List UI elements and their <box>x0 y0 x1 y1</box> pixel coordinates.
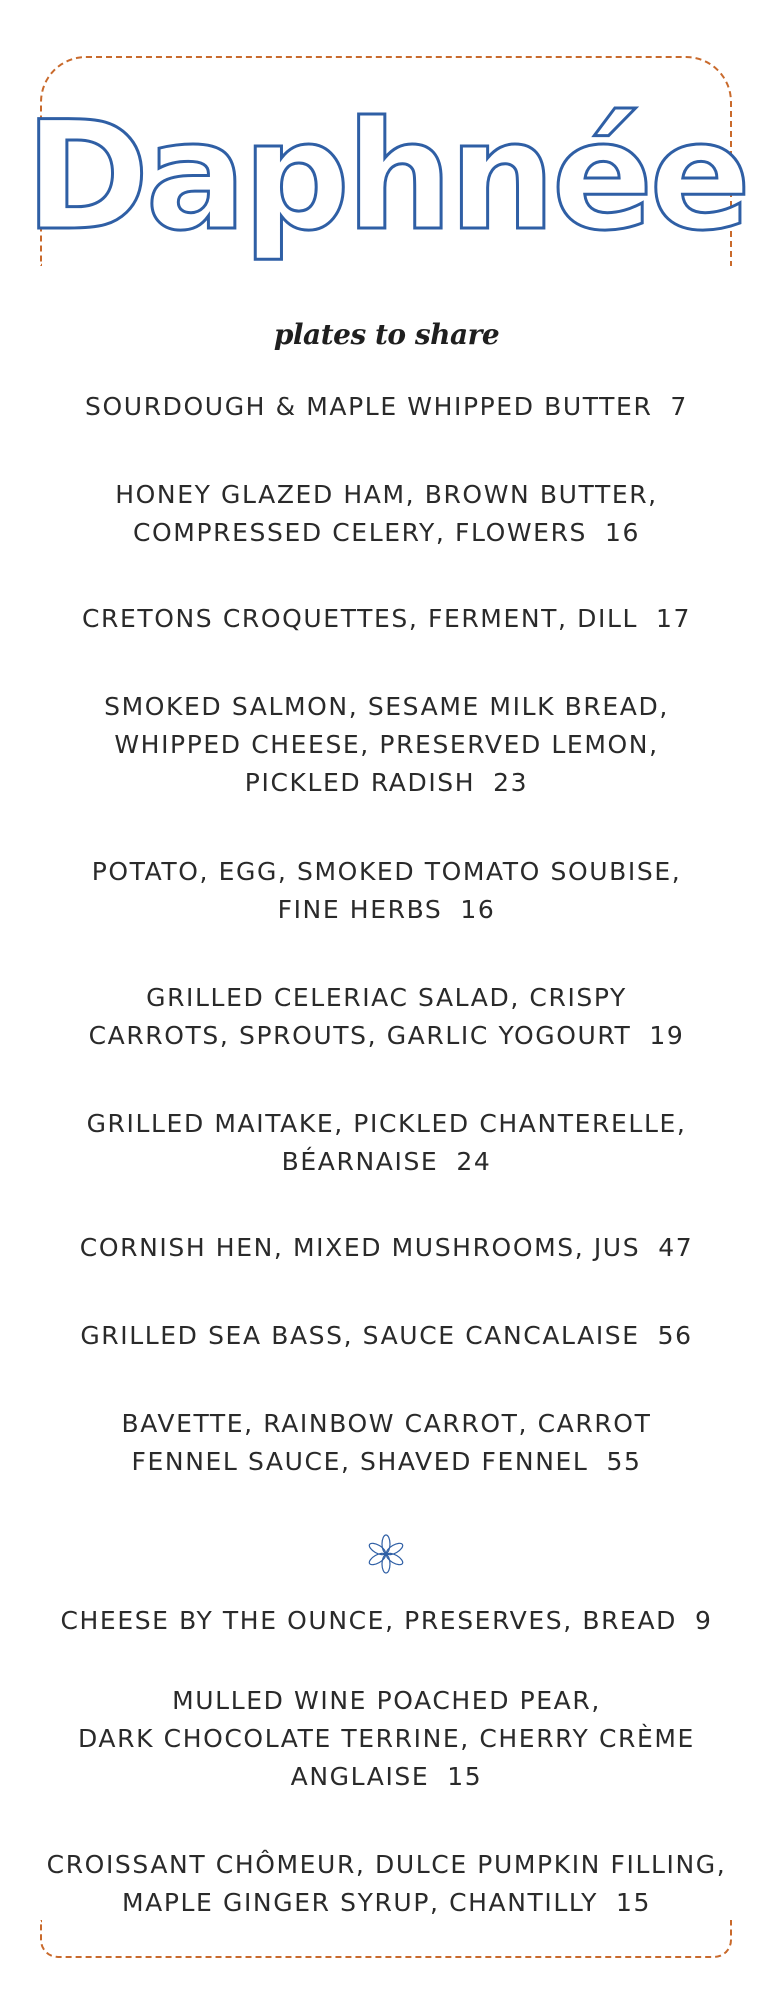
menu-item <box>0 1846 773 1922</box>
menu-item-price: 7 <box>670 392 688 421</box>
menu-item-text: GRILLED SEA BASS, SAUCE CANCALAISE <box>80 1321 640 1350</box>
menu-item <box>0 1405 773 1481</box>
menu-item-text: DARK CHOCOLATE TERRINE, CHERRY CRÈME <box>78 1724 695 1753</box>
menu-item-line <box>0 476 773 514</box>
menu-item-line <box>0 1229 773 1267</box>
menu-item-text: MULLED WINE POACHED PEAR, <box>172 1686 601 1715</box>
menu-item-line <box>0 1602 773 1640</box>
menu-item-text: FINE HERBS <box>277 895 443 924</box>
menu-item-text: SMOKED SALMON, SESAME MILK BREAD, <box>104 692 669 721</box>
menu-item-line <box>0 891 773 929</box>
menu-item-text: BÉARNAISE <box>281 1147 439 1176</box>
menu-frame-bottom <box>40 1920 732 1958</box>
menu-item-price: 16 <box>605 518 641 547</box>
menu-item-line <box>0 1143 773 1181</box>
menu-item-line <box>0 764 773 802</box>
menu-item <box>0 1105 773 1181</box>
menu-item-text: WHIPPED CHEESE, PRESERVED LEMON, <box>114 730 659 759</box>
menu-item-price: 55 <box>606 1447 642 1476</box>
menu-item <box>0 979 773 1055</box>
menu-item-line <box>0 853 773 891</box>
menu-item-text: CROISSANT CHÔMEUR, DULCE PUMPKIN FILLING, <box>46 1850 727 1879</box>
menu-item <box>0 1317 773 1355</box>
flower-icon <box>366 1534 406 1574</box>
menu-item-line <box>0 1443 773 1481</box>
menu-item <box>0 1229 773 1267</box>
menu-item-line <box>0 1884 773 1922</box>
menu-item-price: 15 <box>447 1762 483 1791</box>
menu-item <box>0 1682 773 1796</box>
menu-item-text: GRILLED CELERIAC SALAD, CRISPY <box>146 983 627 1012</box>
menu-item-text: CRETONS CROQUETTES, FERMENT, DILL <box>81 604 639 633</box>
menu-item-line <box>0 1682 773 1720</box>
menu-item-line <box>0 979 773 1017</box>
menu-item-text: HONEY GLAZED HAM, BROWN BUTTER, <box>115 480 658 509</box>
menu-item-line <box>0 688 773 726</box>
menu-item-line <box>0 1758 773 1796</box>
menu-item <box>0 600 773 638</box>
menu-item-line <box>0 1405 773 1443</box>
menu-item-line <box>0 1720 773 1758</box>
menu-item-price: 56 <box>657 1321 693 1350</box>
menu-item-text: CARROTS, SPROUTS, GARLIC YOGOURT <box>88 1021 632 1050</box>
menu-item <box>0 853 773 929</box>
menu-item <box>0 1602 773 1640</box>
menu-item-text: CHEESE BY THE OUNCE, PRESERVES, BREAD <box>60 1606 678 1635</box>
menu-item-line <box>0 1105 773 1143</box>
menu-item-price: 17 <box>656 604 692 633</box>
menu-item <box>0 388 773 426</box>
menu-item-line <box>0 1017 773 1055</box>
menu-item-price: 23 <box>493 768 529 797</box>
menu-item-price: 15 <box>616 1888 652 1917</box>
menu-item-line <box>0 600 773 638</box>
menu-item-price: 47 <box>658 1233 694 1262</box>
menu-item-text: MAPLE GINGER SYRUP, CHANTILLY <box>121 1888 599 1917</box>
menu-item-price: 19 <box>649 1021 685 1050</box>
brand-logo <box>0 90 773 278</box>
menu-item-price: 24 <box>456 1147 492 1176</box>
menu-item-text: CORNISH HEN, MIXED MUSHROOMS, JUS <box>79 1233 641 1262</box>
menu-item <box>0 688 773 802</box>
menu-item-line <box>0 514 773 552</box>
menu-item-text: FENNEL SAUCE, SHAVED FENNEL <box>131 1447 589 1476</box>
menu-item-text: PICKLED RADISH <box>244 768 476 797</box>
menu-item-line <box>0 1846 773 1884</box>
menu-item-text: SOURDOUGH & MAPLE WHIPPED BUTTER <box>85 392 653 421</box>
menu-item-text: POTATO, EGG, SMOKED TOMATO SOUBISE, <box>91 857 682 886</box>
menu-item-price: 16 <box>460 895 496 924</box>
menu-item-line <box>0 726 773 764</box>
section-title: plates to share <box>273 318 500 351</box>
brand-logo-text: Daphnée <box>24 90 748 264</box>
menu-item-text: GRILLED MAITAKE, PICKLED CHANTERELLE, <box>86 1109 687 1138</box>
menu-item-line <box>0 388 773 426</box>
menu-item-text: BAVETTE, RAINBOW CARROT, CARROT <box>121 1409 652 1438</box>
menu-item-price: 9 <box>695 1606 713 1635</box>
menu-item <box>0 476 773 552</box>
menu-item-line <box>0 1317 773 1355</box>
menu-item-text: COMPRESSED CELERY, FLOWERS <box>132 518 588 547</box>
menu-item-text: ANGLAISE <box>290 1762 430 1791</box>
